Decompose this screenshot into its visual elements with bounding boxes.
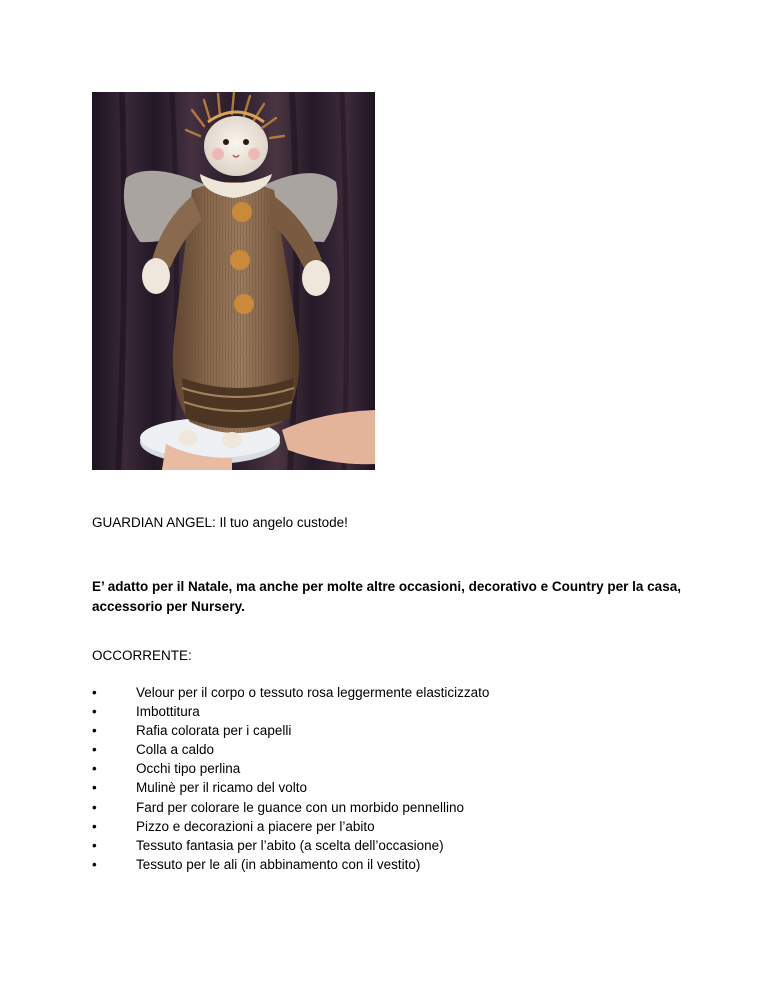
- bullet-icon: •: [92, 856, 97, 872]
- list-item-text: Occhi tipo perlina: [136, 761, 241, 777]
- list-item-text: Pizzo e decorazioni a piacere per l’abito: [136, 818, 375, 834]
- bullet-icon: •: [92, 818, 97, 834]
- bullet-icon: •: [92, 704, 97, 720]
- photo-caption: GUARDIAN ANGEL: Il tuo angelo custode!: [92, 515, 348, 530]
- bullet-icon: •: [92, 685, 97, 700]
- list-item-text: Rafia colorata per i capelli: [136, 723, 292, 739]
- materials-list: [92, 683, 652, 874]
- bullet-icon: •: [92, 799, 97, 815]
- list-item: [92, 778, 652, 797]
- materials-heading: OCCORRENTE:: [92, 648, 192, 663]
- list-item-text: Mulinè per il ricamo del volto: [136, 780, 308, 796]
- list-item: [92, 836, 652, 855]
- list-item: [92, 759, 652, 778]
- list-item-text: Colla a caldo: [136, 742, 215, 758]
- list-item: [92, 798, 652, 817]
- bullet-icon: •: [92, 742, 97, 758]
- list-item-text: Imbottitura: [136, 704, 200, 720]
- intro-paragraph: E’ adatto per il Natale, ma anche per molte altre occasioni, decorativo e Country per la casa, accessorio per Nursery.: [92, 579, 681, 614]
- list-item-text: Fard per colorare le guance con un morbido pennellino: [136, 799, 464, 815]
- bullet-icon: •: [92, 723, 97, 739]
- list-item: [92, 740, 652, 759]
- list-item: [92, 683, 652, 702]
- list-item: [92, 702, 652, 721]
- bullet-icon: •: [92, 761, 97, 777]
- list-item: [92, 855, 652, 874]
- angel-doll-photo: [92, 92, 375, 470]
- list-item-text: Tessuto per le ali (in abbinamento con il vestito): [136, 856, 421, 872]
- list-item-text: Velour per il corpo o tessuto rosa leggermente elasticizzato: [136, 685, 490, 700]
- list-item-text: Tessuto fantasia per l’abito (a scelta dell’occasione): [136, 837, 444, 853]
- bullet-icon: •: [92, 837, 97, 853]
- list-item: [92, 817, 652, 836]
- bullet-icon: •: [92, 780, 97, 796]
- list-item: [92, 721, 652, 740]
